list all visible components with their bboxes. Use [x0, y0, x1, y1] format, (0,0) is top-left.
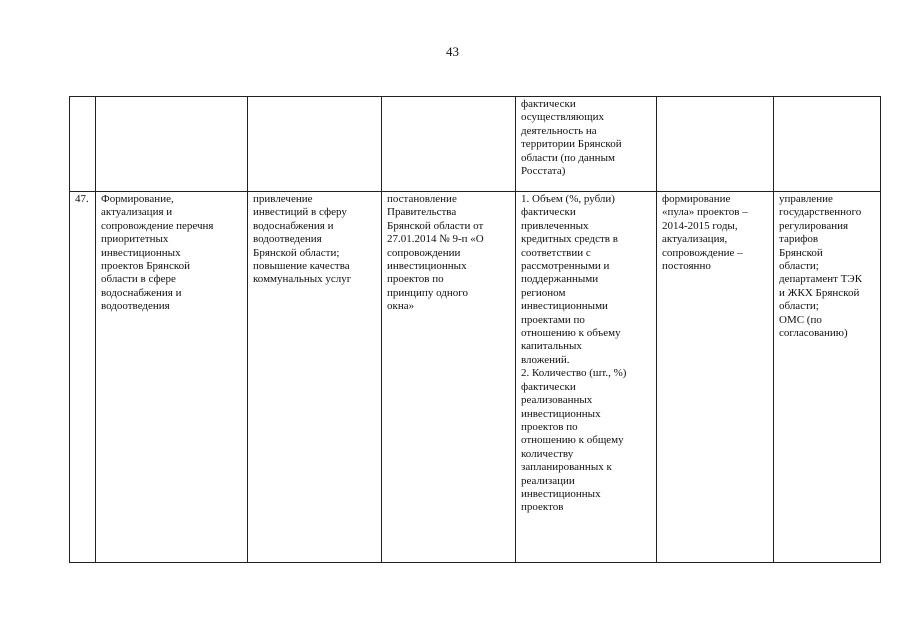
cell-document [382, 97, 516, 192]
cell-responsible: управление государственного регулирования тарифов Брянской области; департамент ТЭК и ЖКХ Брянской области; ОМС (по согласованию) [774, 192, 881, 563]
cell-number [70, 97, 96, 192]
cell-indicator: 1. Объем (%, рубли) фактически привлеченных кредитных средств в соответствии с рассмотренными и поддержанными регионом инвестиционными проектами по отношению к объему капитальных вложений. 2. Количество (шт., %) фактически реализованных инвестиционных проектов по отношению к общему количеству запланированных к реализации инвестиционных проектов [516, 192, 657, 563]
measures-table [69, 96, 881, 563]
cell-document: постановление Правительства Брянской области от 27.01.2014 № 9-п «О сопровождении инвестиционных проектов по принципу одного окна» [382, 192, 516, 563]
cell-activity: Формирование, актуализация и сопровождение перечня приоритетных инвестиционных проектов Брянской области в сфере водоснабжения и водоотведения [96, 192, 248, 563]
table-row-continuation [70, 97, 881, 192]
cell-goal [248, 97, 382, 192]
cell-goal: привлечение инвестиций в сферу водоснабжения и водоотведения Брянской области; повышение качества коммунальных услуг [248, 192, 382, 563]
cell-activity [96, 97, 248, 192]
cell-number: 47. [70, 192, 96, 563]
cell-responsible [774, 97, 881, 192]
page-number: 43 [446, 44, 459, 59]
cell-indicator: фактически осуществляющих деятельность на территории Брянской области (по данным Росстата) [516, 97, 657, 192]
cell-timing [657, 97, 774, 192]
cell-timing: формирование «пула» проектов – 2014-2015 годы, актуализация, сопровождение – постоянно [657, 192, 774, 563]
table-row-47 [70, 192, 881, 563]
